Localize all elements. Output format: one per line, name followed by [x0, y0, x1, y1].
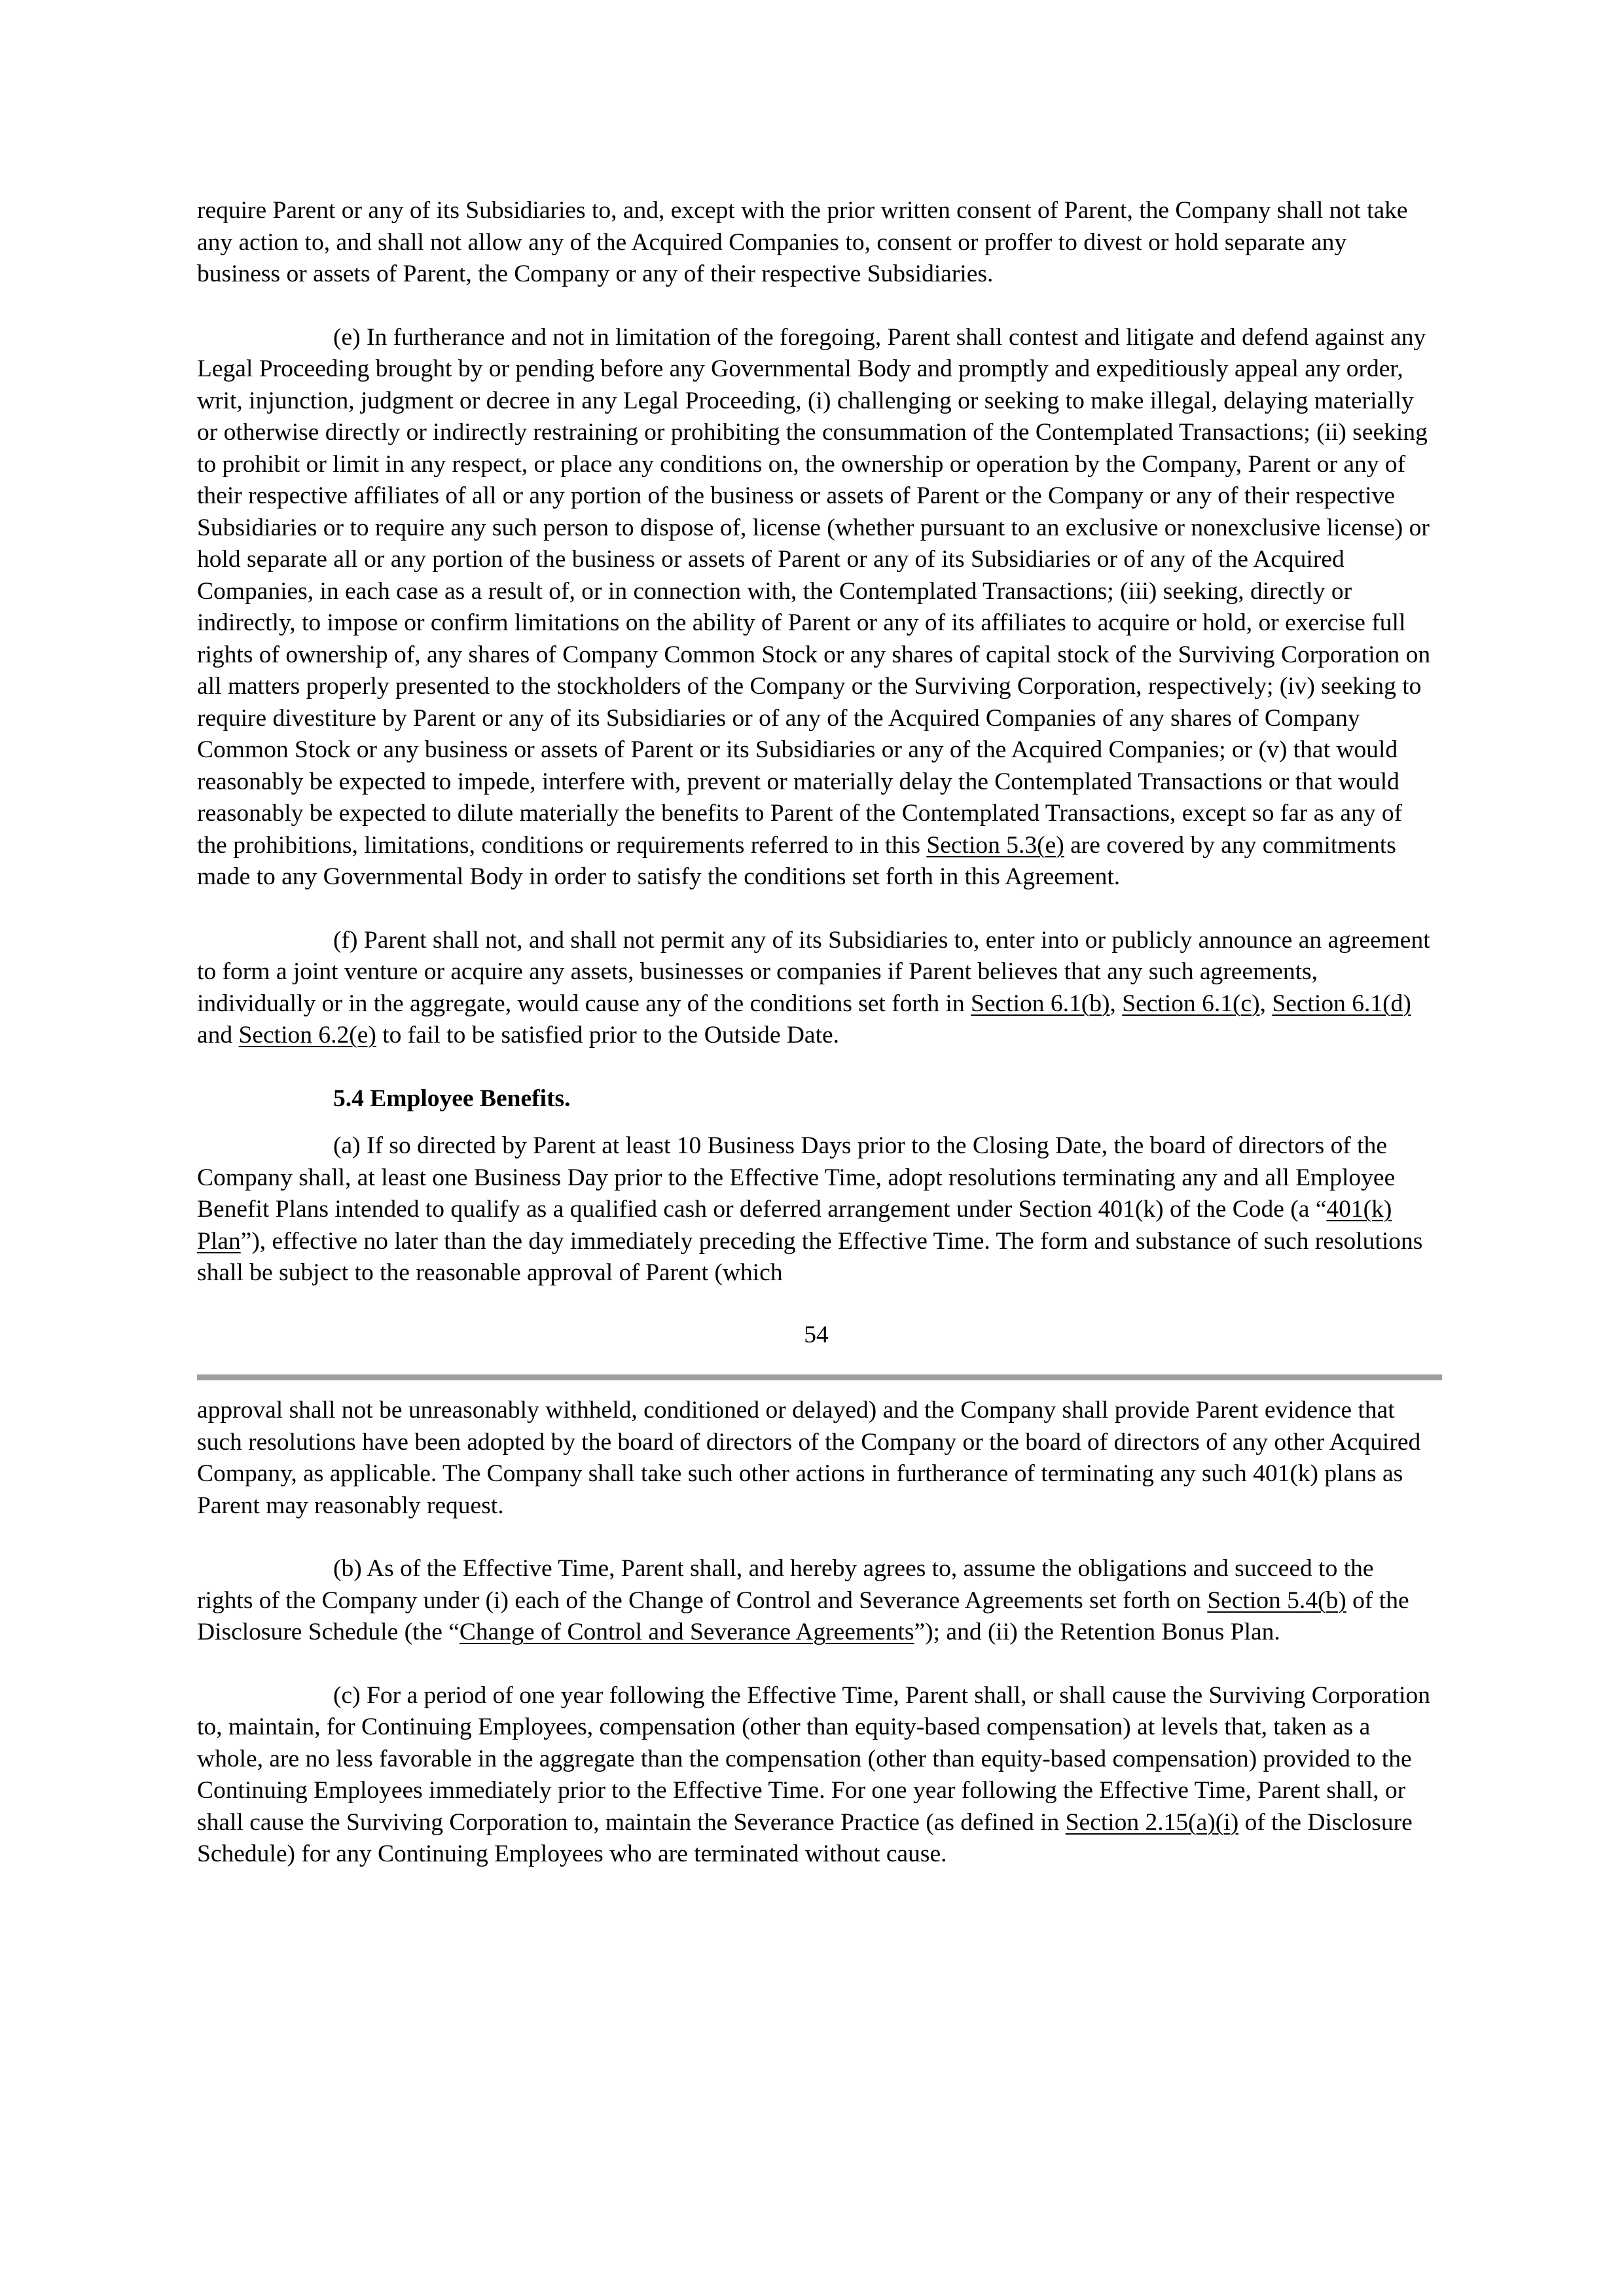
paragraph-c	[197, 1680, 1435, 1871]
section-reference-link: Section 6.2(e)	[238, 1022, 376, 1049]
paragraph-f	[197, 925, 1435, 1052]
paragraph-text: (f) Parent shall not, and shall not permit any of its Subsidiaries to, enter into or publicly announce an agreement to form a joint venture or acquire any assets, businesses or companies if Parent believes that any such agreements, individually or in the aggregate, would cause any of the conditions set forth in	[197, 926, 1430, 1017]
paragraph-text: to fail to be satisfied prior to the Outside Date.	[376, 1022, 840, 1049]
paragraph-gap	[197, 291, 1435, 322]
section-reference-link: Section 5.4(b)	[1207, 1587, 1346, 1614]
paragraph-gap	[197, 893, 1435, 925]
section-reference-link: Section 6.1(b)	[971, 990, 1110, 1017]
paragraph-text: of the Disclosure Schedule (the “	[197, 1587, 1409, 1645]
paragraph-gap	[197, 1052, 1435, 1083]
paragraph-b	[197, 1553, 1435, 1649]
paragraph-text: require Parent or any of its Subsidiaries to, and, except with the prior written consent of Parent, the Company shall not take any action to, and shall not allow any of the Acquired Companies to, consent or proffer to divest or hold separate any business or assets of Parent, the Company or any of their respective Subsidiaries.	[197, 197, 1408, 287]
paragraph-gap	[197, 1522, 1435, 1553]
section-heading: 5.4 Employee Benefits.	[333, 1085, 571, 1112]
section-reference-link: Section 2.15(a)(i)	[1065, 1808, 1239, 1836]
paragraph-text: ”), effective no later than the day immediately preceding the Effective Time. The form and substance of such resolutions shall be subject to the reasonable approval of Parent (which	[197, 1227, 1423, 1286]
page-divider	[197, 1374, 1442, 1380]
paragraph-text: (c) For a period of one year following the Effective Time, Parent shall, or shall cause the Surviving Corporation to, maintain, for Continuing Employees, compensation (other than equity-based compensation) at levels that, taken as a whole, are no less favorable in the aggregate than the compensation (other than equity-based compensation) provided to the Continuing Employees immediately prior to the Effective Time. For one year following the Effective Time, Parent shall, or shall cause the Surviving Corporation to, maintain the Severance Practice (as defined in	[197, 1681, 1431, 1836]
paragraph-text: are covered by any commitments made to any Governmental Body in order to satisfy the conditions set forth in this Agreement.	[197, 831, 1396, 890]
paragraph-gap	[197, 1649, 1435, 1680]
section-reference-link: Section 6.1(c)	[1122, 990, 1260, 1017]
defined-term-link: 401(k) Plan	[197, 1196, 1392, 1255]
paragraph-text: of the Disclosure Schedule) for any Continuing Employees who are terminated without cause.	[197, 1808, 1413, 1867]
section-reference-link: Section 5.3(e)	[926, 831, 1064, 859]
paragraph-continuation-page2	[197, 1395, 1435, 1522]
separator-text: ,	[1110, 990, 1123, 1017]
paragraph-text: (b) As of the Effective Time, Parent shall, and hereby agrees to, assume the obligations and succeed to the rights of the Company under (i) each of the Change of Control and Severance Agreements set forth on	[197, 1555, 1374, 1614]
paragraph-text: approval shall not be unreasonably withheld, conditioned or delayed) and the Company shall provide Parent evidence that such resolutions have been adopted by the board of directors of the Company or the board of directors of any other Acquired Company, as applicable. The Company shall take such other actions in furtherance of terminating any such 401(k) plans as Parent may reasonably request.	[197, 1397, 1421, 1519]
paragraph-text: ”); and (ii) the Retention Bonus Plan.	[914, 1619, 1280, 1645]
document-page	[197, 195, 1435, 1871]
section-reference-link: Section 6.1(d)	[1272, 990, 1411, 1017]
page-number: 54	[804, 1321, 829, 1348]
paragraph-a	[197, 1130, 1435, 1289]
paragraph-e	[197, 322, 1435, 893]
paragraph-text: (e) In furtherance and not in limitation of the foregoing, Parent shall contest and litigate and defend against any Legal Proceeding brought by or pending before any Governmental Body and promptly and expeditiously appeal any order, writ, injunction, judgment or decree in any Legal Proceeding, (i) challenging or seeking to make illegal, delaying materially or otherwise directly or indirectly restraining or prohibiting the consummation of the Contemplated Transactions; (ii) seeking to prohibit or limit in any respect, or place any conditions on, the ownership or operation by the Company, Parent or any of their respective affiliates of all or any portion of the business or assets of Parent or the Company or any of their respective Subsidiaries or to require any such person to dispose of, license (whether pursuant to an exclusive or nonexclusive license) or hold separate all or any portion of the business or assets of Parent or any of its Subsidiaries or of any of the Acquired Companies, in each case as a result of, or in connection with, the Contemplated Transactions; (iii) seeking, directly or indirectly, to impose or confirm limitations on the ability of Parent or any of its affiliates to acquire or hold, or exercise full rights of ownership of, any shares of Company Common Stock or any shares of capital stock of the Surviving Corporation on all matters properly presented to the stockholders of the Company or the Surviving Corporation, respectively; (iv) seeking to require divestiture by Parent or any of its Subsidiaries or of any of the Acquired Companies of any shares of Company Common Stock or any business or assets of Parent or its Subsidiaries or any of the Acquired Companies; or (v) that would reasonably be expected to impede, interfere with, prevent or materially delay the Contemplated Transactions or that would reasonably be expected to dilute materially the benefits to Parent of the Contemplated Transactions, except so far as any of the prohibitions, limitations, conditions or requirements referred to in this	[197, 323, 1431, 859]
separator-text: and	[197, 1022, 239, 1049]
paragraph-text: (a) If so directed by Parent at least 10 Business Days prior to the Closing Date, the board of directors of the Company shall, at least one Business Day prior to the Effective Time, adopt resolutions terminating any and all Employee Benefit Plans intended to qualify as a qualified cash or deferred arrangement under Section 401(k) of the Code (a “	[197, 1132, 1396, 1223]
defined-term-link: Change of Control and Severance Agreements	[459, 1619, 914, 1645]
separator-text: ,	[1259, 990, 1272, 1017]
paragraph-continuation	[197, 195, 1435, 291]
